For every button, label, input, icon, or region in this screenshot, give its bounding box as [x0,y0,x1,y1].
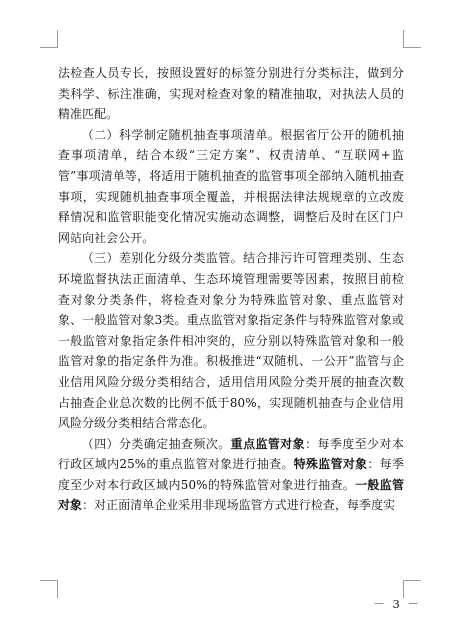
paragraph-text: （二）科学制定随机抽查事项清单。根据省厅公开的随机抽查事项清单，结合本级“三定方案”、权责清单、“互联网+监管”事项清单等，将适用于随机抽查的监管事项全部纳入随机抽查事项，实现随机抽查事项全覆盖，并根据法律法规规章的立改废释情况和监管职能变化情况实施动态调整，调整后及时在区门户网站向社会公开。 [58,127,404,245]
bold-term-general-supervision: 一般监管对象 [58,477,404,513]
paragraph-text: ：每季度至少对本行政区域内25%的重点监管对象进行抽查。 [58,436,404,472]
page-number: － 3 － [373,597,421,611]
paragraph-text: 法检查人员专长，按照设置好的标签分别进行分类标注，做到分类科学、标注准确，实现对检查对象的精准抽取，对执法人员的精准匹配。 [58,66,404,122]
crop-mark-top-left [57,30,58,48]
bold-term-key-supervision: 重点监管对象 [230,436,306,451]
paragraph-section-2 [58,125,404,249]
paragraph-section-4 [58,434,404,516]
crop-mark-top-left [40,47,58,48]
body-text [58,63,404,516]
crop-mark-bottom-left [57,580,58,598]
crop-mark-top-right [403,30,404,48]
crop-mark-top-right [403,47,421,48]
paragraph-text: ：对正面清单企业采用非现场监管方式进行检查，每季度实 [82,498,396,513]
paragraph-section-3 [58,248,404,433]
crop-mark-bottom-left [40,580,58,581]
bold-term-special-supervision: 特殊监管对象 [293,457,368,472]
paragraph-continuation [58,63,404,125]
paragraph-text: （三）差别化分级分类监管。结合排污许可管理类别、生态环境监督执法正面清单、生态环境管理需要等因素，按照目前检查对象分类条件，将检查对象分为特殊监管对象、重点监管对象、一般监管对象3类。重点监管对象指定条件与特殊监管对象或一般监管对象指定条件相冲突的，应分别以特殊监管对象和一般监管对象的指定条件为准。积极推进“双随机、一公开”监管与企业信用风险分级分类相结合，适用信用风险分类开展的抽查次数占抽查企业总次数的比例不低于80%，实现随机抽查与企业信用风险分级分类相结合常态化。 [58,251,404,431]
paragraph-text: ：每季度至少对本行政区域内50%的特殊监管对象进行抽查。 [58,457,404,492]
crop-mark-bottom-right [403,580,421,581]
paragraph-text: （四）分类确定抽查频次。 [81,436,231,451]
